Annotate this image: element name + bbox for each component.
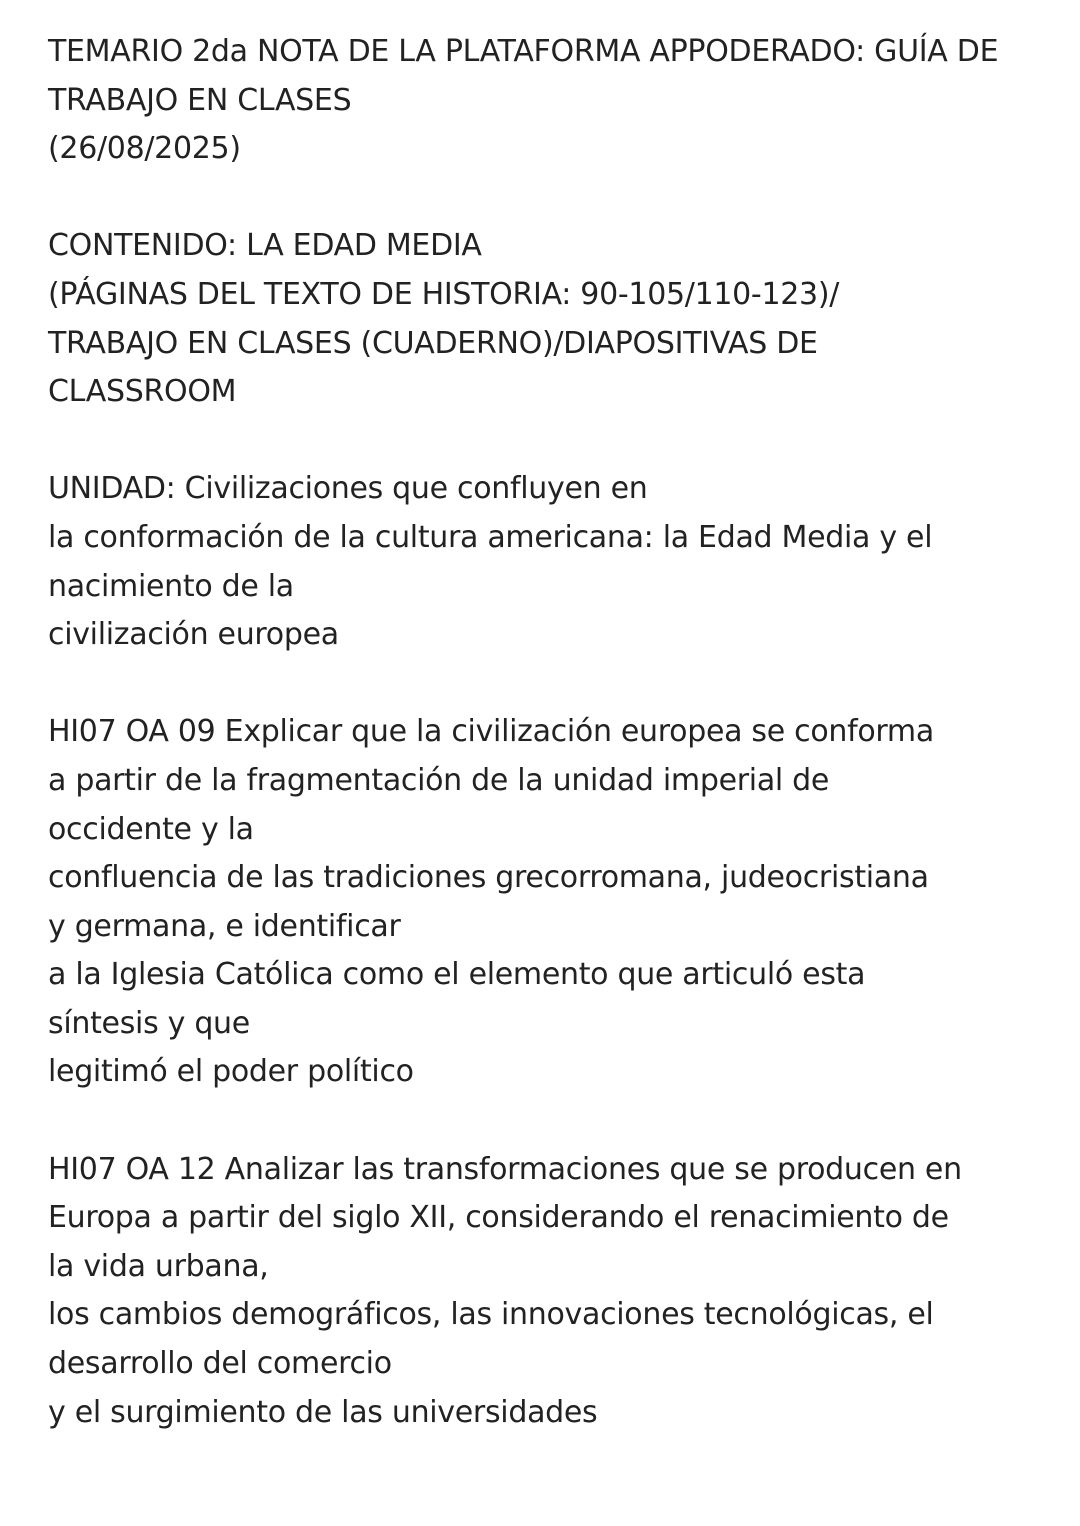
unidad-line: UNIDAD: Civilizaciones que confluyen en (48, 471, 648, 507)
objective-oa09-block (48, 708, 1048, 1097)
unidad-line: la conformación de la cultura americana: la Edad Media y el (48, 519, 933, 555)
contenido-block (48, 222, 1048, 416)
oa09-line: legitimó el poder político (48, 1054, 414, 1090)
oa12-line: los cambios demográficos, las innovaciones tecnológicas, el (48, 1297, 934, 1333)
oa12-line: la vida urbana, (48, 1248, 269, 1284)
oa12-line: HI07 OA 12 Analizar las transformaciones que se producen en (48, 1151, 962, 1187)
oa09-line: HI07 OA 09 Explicar que la civilización europea se conforma (48, 714, 934, 750)
oa09-line: a la Iglesia Católica como el elemento que articuló esta (48, 957, 866, 993)
date-line: (26/08/2025) (48, 131, 241, 167)
oa09-line: a partir de la fragmentación de la unidad imperial de (48, 762, 830, 798)
unidad-line: civilización europea (48, 617, 339, 653)
oa09-line: síntesis y que (48, 1005, 250, 1041)
contenido-line: CLASSROOM (48, 374, 237, 410)
contenido-line: CONTENIDO: LA EDAD MEDIA (48, 228, 482, 264)
oa09-line: confluencia de las tradiciones grecorromana, judeocristiana (48, 860, 929, 896)
contenido-line: TRABAJO EN CLASES (CUADERNO)/DIAPOSITIVAS DE (48, 325, 818, 361)
oa12-line: y el surgimiento de las universidades (48, 1394, 598, 1430)
unidad-line: nacimiento de la (48, 568, 294, 604)
oa12-line: Europa a partir del siglo XII, considerando el renacimiento de (48, 1200, 949, 1236)
oa09-line: y germana, e identificar (48, 908, 401, 944)
title-block (48, 28, 1048, 174)
document-body (48, 28, 1048, 1486)
oa12-line: desarrollo del comercio (48, 1346, 392, 1382)
title-line: TRABAJO EN CLASES (48, 82, 352, 118)
contenido-line: (PÁGINAS DEL TEXTO DE HISTORIA: 90-105/110-123)/ (48, 276, 840, 312)
unidad-block (48, 465, 1048, 659)
title-line: TEMARIO 2da NOTA DE LA PLATAFORMA APPODERADO: GUÍA DE (48, 34, 999, 69)
objective-oa12-block (48, 1146, 1048, 1438)
oa09-line: occidente y la (48, 811, 254, 847)
